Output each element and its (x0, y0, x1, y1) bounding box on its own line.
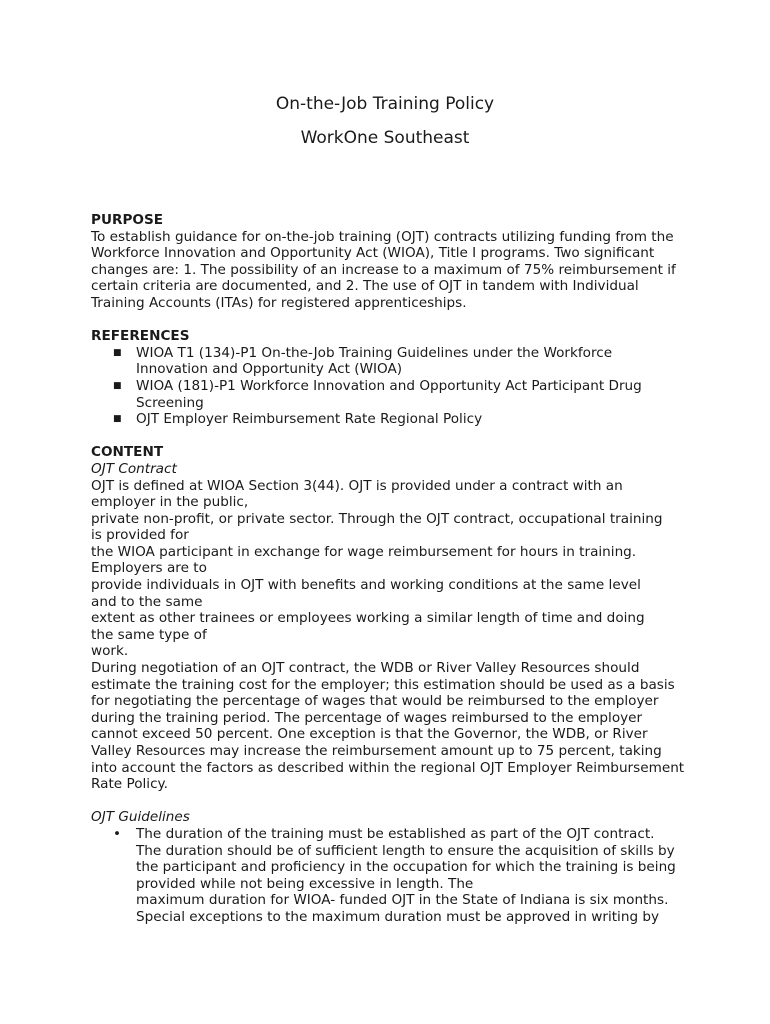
square-bullet-icon: ■ (113, 414, 122, 425)
text-line: work. (91, 643, 129, 660)
guidelines-list (91, 826, 691, 926)
text-line: and to the same (91, 593, 203, 610)
square-bullet-icon: ■ (113, 380, 122, 391)
content-section (91, 444, 691, 925)
document-body (91, 212, 691, 926)
references-section (91, 328, 691, 428)
guideline-text: maximum duration for WIOA- funded OJT in the State of Indiana is six months. Special exceptions to the maximum duration must be approved in writing by (136, 892, 669, 925)
guideline-text: The duration of the training must be established as part of the OJT contract. The duration should be of sufficient length to ensure the acquisition of skills by the participant and proficiency in the occupation for which the training is being provided while not being excessive in length. The (136, 825, 676, 892)
list-item (91, 345, 681, 378)
ojt-contract-text (91, 478, 691, 661)
text-line: Employers are to (91, 560, 207, 577)
document-title: On-the-Job Training Policy (275, 94, 495, 114)
list-item (91, 378, 681, 411)
text-line: the same type of (91, 626, 207, 643)
reference-text: OJT Employer Reimbursement Rate Regional Policy (136, 411, 483, 428)
reference-text: WIOA (181)-P1 Workforce Innovation and Opportunity Act Participant Drug Screening (136, 377, 642, 411)
ojt-contract-subheading: OJT Contract (91, 460, 177, 477)
document-subtitle: WorkOne Southeast (300, 128, 470, 148)
text-line: is provided for (91, 527, 189, 544)
text-line: the WIOA participant in exchange for wage reimbursement for hours in training. (91, 543, 637, 560)
purpose-heading: PURPOSE (91, 212, 164, 228)
ojt-guidelines-subheading: OJT Guidelines (91, 809, 190, 826)
reference-text: WIOA T1 (134)-P1 On-the-Job Training Guidelines under the Workforce Innovation and Opportunity Act (WIOA) (136, 344, 613, 378)
text-line: provide individuals in OJT with benefits and working conditions at the same level (91, 577, 641, 594)
text-line: extent as other trainees or employees working a similar length of time and doing (91, 610, 645, 627)
references-heading: REFERENCES (91, 328, 190, 345)
list-item (91, 826, 681, 926)
list-item (91, 411, 681, 428)
negotiation-paragraph: During negotiation of an OJT contract, the WDB or River Valley Resources should estimate the training cost for the employer; this estimation should be used as a basis for negotiating the percentage of wages that would be reimbursed to the employer during the training period. The percentage of wages reimbursed to the employer cannot exceed 50 percent. One exception is that the Governor, the WDB, or River Valley Resources may increase the reimbursement amount up to 75 percent, taking into account the factors as described within the regional OJT Employer Reimbursement Rate Policy. (91, 660, 685, 793)
references-list (91, 345, 691, 428)
text-line: private non-profit, or private sector. Through the OJT contract, occupational training (91, 510, 663, 527)
purpose-section (91, 212, 691, 312)
round-bullet-icon: • (113, 825, 122, 842)
square-bullet-icon: ■ (113, 347, 122, 358)
content-heading: CONTENT (91, 444, 164, 461)
text-line: OJT is defined at WIOA Section 3(44). OJT is provided under a contract with an (91, 477, 623, 494)
purpose-text: To establish guidance for on-the-job training (OJT) contracts utilizing funding from the Workforce Innovation and Opportunity Act (WIOA), Title I programs. Two significant changes are: 1. The possibility of an increase to a maximum of 75% reimbursement if certain criteria are documented, and 2. The use of OJT in tandem with Individual Training Accounts (ITAs) for registered apprenticeships. (91, 228, 676, 311)
text-line: employer in the public, (91, 494, 249, 511)
